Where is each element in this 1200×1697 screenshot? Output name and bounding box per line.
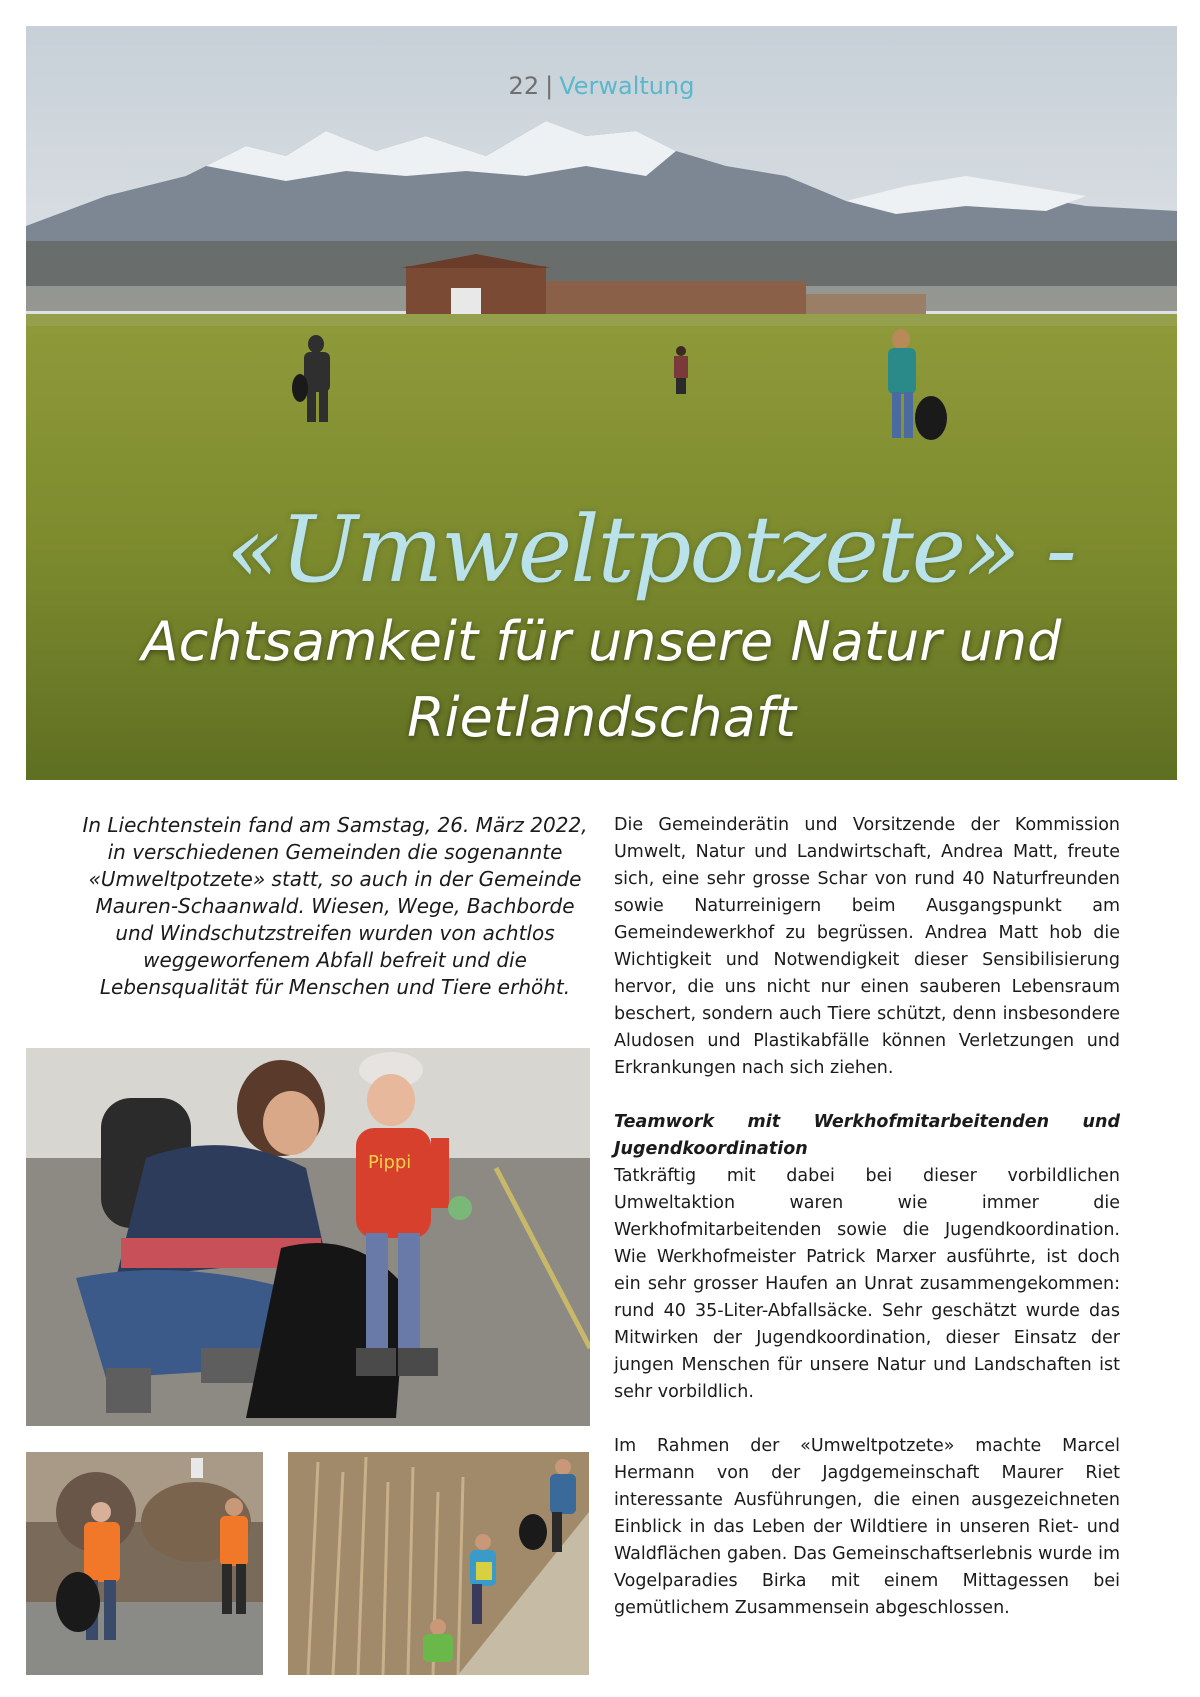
shirt-print-text: Pippi xyxy=(368,1152,412,1173)
header-separator: | xyxy=(545,72,554,100)
lead-paragraph: In Liechtenstein fand am Samstag, 26. März 2022, in verschiedenen Gemeinden die sogenannte «Umweltpotzete» statt, so auch in der Gemeinde Mauren-Schaanwald. Wiesen, Wege, Bachborde und Windschutzstreifen wurden von achtlos weggeworfenem Abfall befreit und die Lebensqualität für Menschen und Tiere erhöht. xyxy=(82,813,588,999)
article-paragraph-2: Tatkräftig mit dabei bei dieser vorbildlichen Umweltaktion waren wie immer die Werkhofmitarbeitenden sowie die Jugendkoordination. Wie Werkhofmeister Patrick Marxer ausführte, ist doch ein sehr grosser Haufen an Unrat zusammengekommen: rund 40 35-Liter-Abfallsäcke. Sehr geschätzt wurde das Mitwirken der Jugendkoordination, dieser Einsatz der jungen Menschen für unsere Natur und Landschaften ist sehr vorbildlich. xyxy=(614,1166,1120,1402)
article-title xyxy=(26,604,1177,756)
article-title-line-1: Achtsamkeit für unsere Natur und xyxy=(141,610,1062,673)
article-paragraph-1: Die Gemeinderätin und Vorsitzende der Kommission Umwelt, Natur und Landwirtschaft, Andrea Matt, freute sich, eine sehr grosse Schar von rund 40 Naturfreunden sowie Naturreinigern beim Ausgangspunkt am Gemeindewerkhof zu begrüssen. Andrea Matt hob die Wichtigkeit und Notwendigkeit dieser Sensibilisierung hervor, die uns nicht nur einen sauberen Lebensraum beschert, sondern auch Tiere schützt, denn insbesondere Aludosen und Plastikabfälle können Verletzungen und Erkrankungen nach sich ziehen. xyxy=(614,815,1120,1078)
article-title-line-2: Rietlandschaft xyxy=(407,686,796,749)
article-paragraph-3: Im Rahmen der «Umweltpotzete» machte Marcel Hermann von der Jagdgemeinschaft Maurer Riet interessante Ausführungen, die einen ausgezeichneten Einblick in das Leben der Wildtiere in unseren Riet- und Waldflächen gaben. Das Gemeinschaftserlebnis wurde im Vogelparadies Birka mit einem Mittagessen bei gemütlichem Zusammensein abgeschlossen. xyxy=(614,1436,1120,1618)
article-subheading: Teamwork mit Werkhofmitarbeitenden und Jugendkoordination xyxy=(614,1112,1120,1159)
article-body xyxy=(614,812,1120,1622)
photo-mother-child-collecting xyxy=(26,1048,590,1426)
page-number: 22 xyxy=(508,72,540,100)
section-name: Verwaltung xyxy=(559,72,695,100)
photo-reed-slope-cleanup xyxy=(288,1452,589,1675)
page-header xyxy=(26,72,1177,100)
script-title: «Umweltpotzete» - xyxy=(226,496,1075,603)
photo-workers-high-vis xyxy=(26,1452,263,1675)
hero-photo xyxy=(26,26,1177,780)
